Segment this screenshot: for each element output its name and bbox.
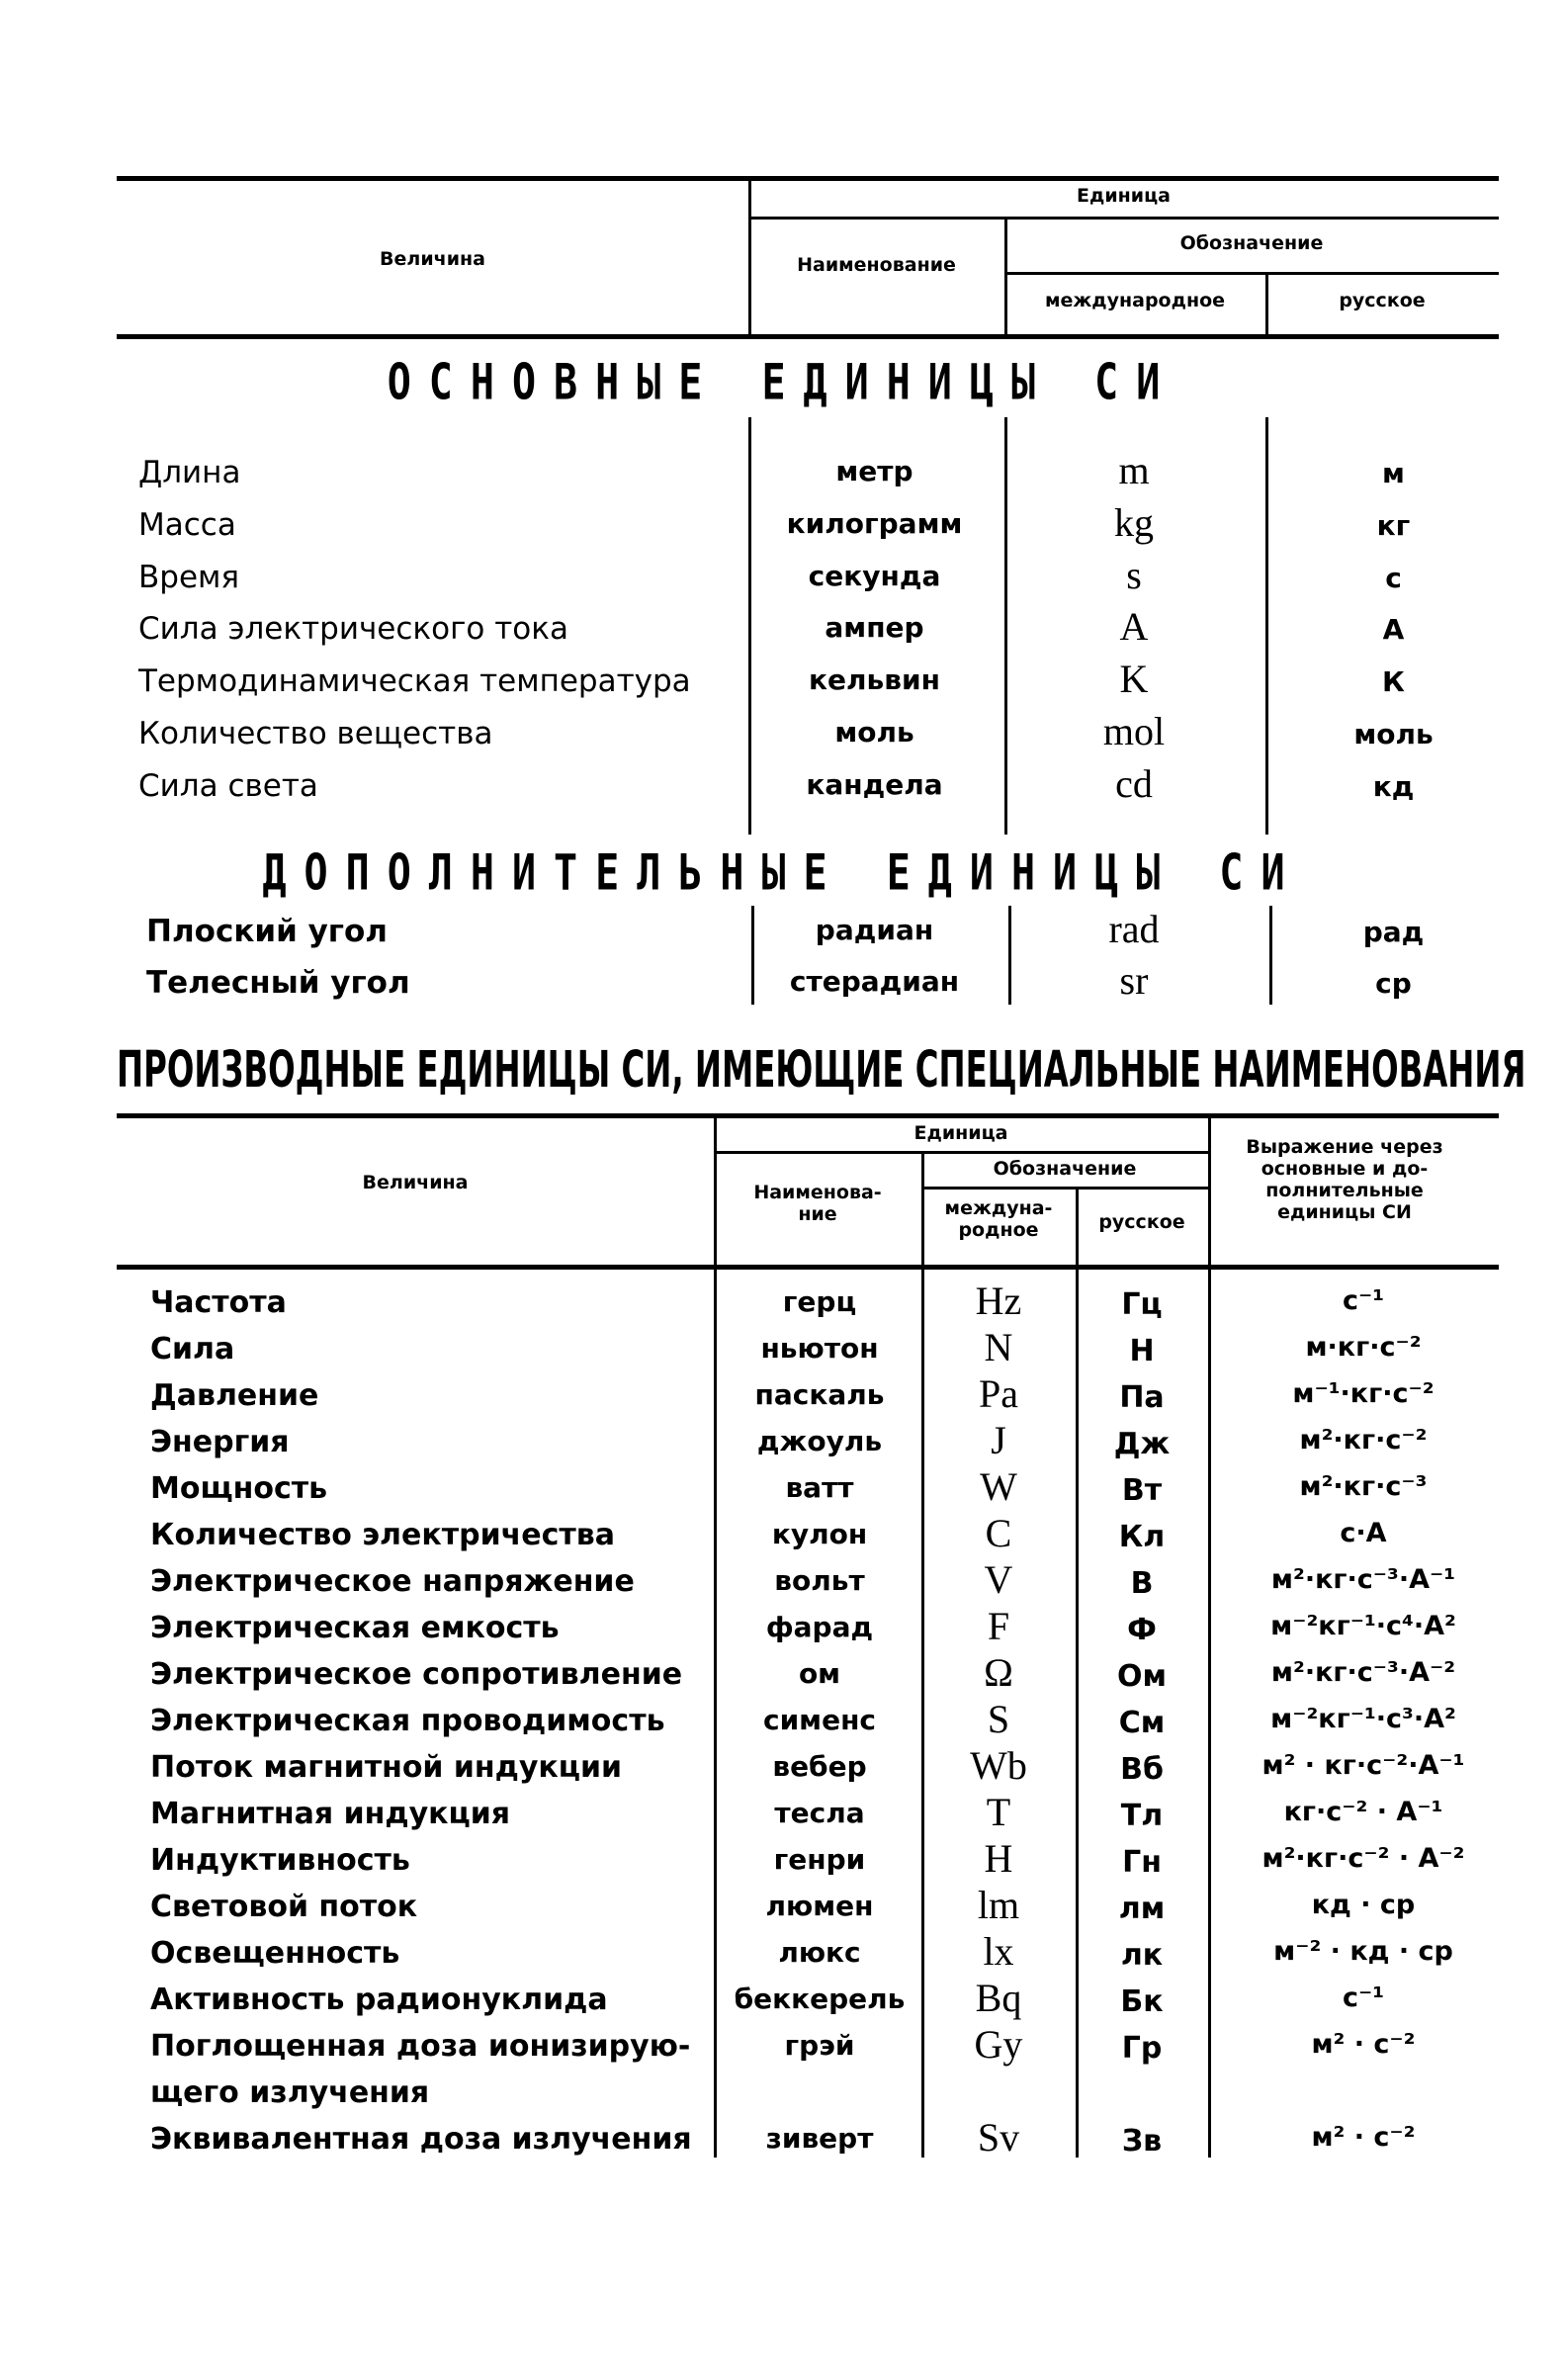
section-title-base-units: ОСНОВНЫЕ ЕДИНИЦЫ СИ xyxy=(387,354,1178,411)
table-row xyxy=(0,1976,1565,2028)
unit-name-cell: тесла xyxy=(774,1797,865,1829)
unit-name-cell: ампер xyxy=(825,611,924,644)
quantity-cell: Электрическое напряжение xyxy=(150,1564,635,1599)
quantity-cell: Энергия xyxy=(150,1425,290,1459)
quantity-cell: Длина xyxy=(138,455,241,490)
table-row xyxy=(0,2022,1565,2074)
russian-symbol-cell: Гр xyxy=(1121,2031,1163,2066)
table-row xyxy=(0,1650,1565,1703)
russian-symbol-cell: Гн xyxy=(1122,1845,1162,1880)
table-row xyxy=(0,1790,1565,1842)
expression-cell: м²·кг·с⁻³ xyxy=(1299,1471,1428,1502)
table1-header-russian: русское xyxy=(1339,290,1426,311)
russian-symbol-cell: Зв xyxy=(1121,2124,1163,2159)
unit-name-cell: кельвин xyxy=(809,663,940,696)
intl-symbol-cell: lx xyxy=(983,1929,1014,1974)
russian-symbol-cell: А xyxy=(1382,613,1405,646)
intl-symbol-cell: m xyxy=(1118,448,1150,492)
russian-symbol-cell: рад xyxy=(1362,916,1425,948)
unit-name-cell: фарад xyxy=(765,1611,874,1643)
quantity-cell: Сила электрического тока xyxy=(138,611,568,647)
expression-cell: с·А xyxy=(1340,1518,1387,1548)
russian-symbol-cell: В xyxy=(1130,1566,1154,1601)
table-row xyxy=(0,448,1565,500)
table3-header-bottom-rule xyxy=(117,1265,1499,1270)
expression-cell: м² · кг·с⁻²·А⁻¹ xyxy=(1261,1750,1465,1781)
russian-symbol-cell: моль xyxy=(1353,718,1434,750)
russian-symbol-cell: Вт xyxy=(1121,1473,1163,1508)
table-row xyxy=(0,604,1565,657)
table-row xyxy=(0,709,1565,761)
quantity-cell: Поглощенная доза ионизирую- xyxy=(150,2029,691,2064)
quantity-cell: Количество вещества xyxy=(138,716,493,751)
expression-cell: м⁻¹·кг·с⁻² xyxy=(1292,1378,1435,1409)
russian-symbol-cell: кд xyxy=(1372,770,1415,803)
quantity-cell: Телесный угол xyxy=(146,965,410,1001)
unit-name-cell: сименс xyxy=(762,1704,877,1736)
russian-symbol-cell: м xyxy=(1382,457,1405,489)
expression-cell: м⁻²кг⁻¹·с³·А² xyxy=(1270,1704,1456,1734)
quantity-cell: Термодинамическая температура xyxy=(138,663,691,699)
table3-top-rule xyxy=(117,1113,1499,1118)
unit-name-cell: джоуль xyxy=(756,1425,883,1457)
intl-symbol-cell: V xyxy=(984,1557,1013,1602)
unit-name-cell: моль xyxy=(834,716,914,749)
table3-header-name: Наименова- ние xyxy=(753,1182,882,1225)
russian-symbol-cell: Н xyxy=(1129,1334,1155,1368)
table-row xyxy=(0,1464,1565,1517)
section-title-derived-units: ПРОИЗВОДНЫЕ ЕДИНИЦЫ СИ, ИМЕЮЩИЕ СПЕЦИАЛЬНЫЕ НАИМЕНОВАНИЯ xyxy=(117,1041,1526,1100)
table-row xyxy=(0,958,1565,1011)
unit-name-cell: метр xyxy=(835,455,913,487)
expression-cell: м²·кг·с⁻³·А⁻¹ xyxy=(1270,1564,1456,1595)
table-row xyxy=(0,2115,1565,2167)
table1-header-rule xyxy=(1004,272,1499,275)
quantity-cell: Частота xyxy=(150,1285,287,1320)
quantity-cell: Давление xyxy=(150,1378,319,1413)
table-row xyxy=(0,1278,1565,1331)
expression-cell: м²·кг·с⁻² xyxy=(1299,1425,1428,1455)
table1-header-rule xyxy=(748,217,1499,220)
table1-header-name: Наименование xyxy=(797,254,956,276)
table-row xyxy=(0,2071,1565,2121)
expression-cell: м·кг·с⁻² xyxy=(1305,1332,1422,1363)
unit-name-cell: килограмм xyxy=(786,507,963,540)
russian-symbol-cell: См xyxy=(1118,1706,1166,1740)
quantity-cell: Эквивалентная доза излучения xyxy=(150,2122,692,2157)
expression-cell: с⁻¹ xyxy=(1342,1983,1385,2013)
quantity-cell: Время xyxy=(138,560,240,595)
quantity-cell: Сила света xyxy=(138,768,318,804)
russian-symbol-cell: Вб xyxy=(1120,1752,1164,1787)
expression-cell: кг·с⁻² · А⁻¹ xyxy=(1283,1797,1443,1827)
table1-header-unit: Единица xyxy=(1077,185,1171,207)
russian-symbol-cell: с xyxy=(1385,562,1402,594)
quantity-cell: Электрическая проводимость xyxy=(150,1704,665,1738)
intl-symbol-cell: mol xyxy=(1102,709,1166,753)
table3-header-rule xyxy=(714,1151,1208,1154)
table-row xyxy=(0,1883,1565,1935)
intl-symbol-cell: J xyxy=(991,1418,1006,1462)
table1-top-rule xyxy=(117,176,1499,181)
russian-symbol-cell: кг xyxy=(1376,509,1411,542)
table1-header-quantity: Величина xyxy=(380,248,485,270)
russian-symbol-cell: лк xyxy=(1120,1938,1164,1973)
table1-header-intl: международное xyxy=(1044,290,1226,311)
table-row xyxy=(0,1836,1565,1889)
unit-name-cell: кулон xyxy=(771,1518,868,1550)
table-row xyxy=(0,1511,1565,1563)
quantity-cell: Плоский угол xyxy=(146,914,389,949)
quantity-cell: Сила xyxy=(150,1332,235,1366)
unit-name-cell: герц xyxy=(782,1285,857,1318)
expression-cell: м⁻²кг⁻¹·с⁴·А² xyxy=(1270,1611,1456,1641)
expression-cell: м²·кг·с⁻² · А⁻² xyxy=(1261,1843,1465,1874)
unit-name-cell: люмен xyxy=(765,1890,874,1922)
table1-header-designation: Обозначение xyxy=(1179,232,1324,254)
unit-name-cell: зиверт xyxy=(765,2122,874,2155)
intl-symbol-cell: kg xyxy=(1114,500,1154,545)
unit-name-cell: паскаль xyxy=(754,1378,885,1411)
unit-name-cell: люкс xyxy=(778,1936,861,1969)
table3-header-quantity: Величина xyxy=(362,1172,469,1193)
intl-symbol-cell: lm xyxy=(977,1883,1020,1927)
quantity-cell: Активность радионуклида xyxy=(150,1983,608,2017)
table-row xyxy=(0,1697,1565,1749)
expression-cell: кд · ср xyxy=(1311,1890,1416,1920)
intl-symbol-cell: Pa xyxy=(979,1371,1018,1416)
unit-name-cell: радиан xyxy=(815,914,934,946)
intl-symbol-cell: A xyxy=(1119,604,1149,649)
intl-symbol-cell: cd xyxy=(1115,761,1153,806)
unit-name-cell: стерадиан xyxy=(789,965,960,998)
table-row xyxy=(0,1743,1565,1796)
table1-header-bottom-rule xyxy=(117,334,1499,339)
unit-name-cell: ом xyxy=(798,1657,841,1690)
table-row xyxy=(0,1418,1565,1470)
expression-cell: м² · с⁻² xyxy=(1311,2122,1416,2153)
intl-symbol-cell: Ω xyxy=(984,1650,1013,1695)
unit-name-cell: вольт xyxy=(774,1564,865,1597)
unit-name-cell: ньютон xyxy=(760,1332,879,1365)
table-row xyxy=(0,657,1565,709)
table-row xyxy=(0,500,1565,553)
russian-symbol-cell: Кл xyxy=(1118,1520,1166,1554)
unit-name-cell: генри xyxy=(773,1843,866,1876)
expression-cell: с⁻¹ xyxy=(1342,1285,1385,1316)
table-row xyxy=(0,1557,1565,1610)
russian-symbol-cell: Па xyxy=(1119,1380,1165,1415)
intl-symbol-cell: C xyxy=(985,1511,1012,1555)
quantity-cell: Электрическое сопротивление xyxy=(150,1657,683,1692)
quantity-cell: Освещенность xyxy=(150,1936,400,1971)
intl-symbol-cell: F xyxy=(987,1604,1010,1648)
russian-symbol-cell: Дж xyxy=(1113,1427,1171,1461)
unit-name-cell: вебер xyxy=(772,1750,867,1783)
table-row xyxy=(0,553,1565,605)
quantity-cell: Количество электричества xyxy=(150,1518,615,1552)
unit-name-cell: грэй xyxy=(784,2029,855,2062)
unit-name-cell: ватт xyxy=(785,1471,854,1504)
expression-cell: м² · с⁻² xyxy=(1311,2029,1416,2060)
quantity-cell: Поток магнитной индукции xyxy=(150,1750,623,1785)
intl-symbol-cell: S xyxy=(987,1697,1010,1741)
intl-symbol-cell: Sv xyxy=(977,2115,1020,2160)
intl-symbol-cell: Gy xyxy=(974,2022,1023,2067)
intl-symbol-cell: sr xyxy=(1119,958,1149,1003)
table-row xyxy=(0,761,1565,814)
russian-symbol-cell: Ом xyxy=(1116,1659,1168,1694)
russian-symbol-cell: Гц xyxy=(1121,1287,1163,1322)
table-row xyxy=(0,1325,1565,1377)
russian-symbol-cell: Бк xyxy=(1120,1984,1164,2019)
table-row xyxy=(0,907,1565,959)
table3-header-unit: Единица xyxy=(913,1122,1008,1144)
russian-symbol-cell: К xyxy=(1382,665,1405,698)
russian-symbol-cell: Тл xyxy=(1120,1799,1164,1833)
quantity-cell: Световой поток xyxy=(150,1890,418,1924)
table-row xyxy=(0,1929,1565,1982)
intl-symbol-cell: K xyxy=(1119,657,1149,701)
quantity-cell: Электрическая емкость xyxy=(150,1611,560,1645)
intl-symbol-cell: H xyxy=(984,1836,1013,1881)
quantity-cell: Мощность xyxy=(150,1471,328,1506)
table3-header-russian: русское xyxy=(1098,1211,1185,1233)
expression-cell: м⁻² · кд · ср xyxy=(1273,1936,1453,1967)
intl-symbol-cell: T xyxy=(986,1790,1011,1834)
expression-cell: м²·кг·с⁻³·А⁻² xyxy=(1270,1657,1456,1688)
intl-symbol-cell: Wb xyxy=(970,1743,1027,1788)
quantity-cell: Масса xyxy=(138,507,236,543)
table3-header-intl: междуна- родное xyxy=(944,1197,1053,1241)
table-row xyxy=(0,1371,1565,1424)
intl-symbol-cell: Bq xyxy=(975,1976,1022,2020)
intl-symbol-cell: Hz xyxy=(975,1278,1022,1323)
table-row xyxy=(0,1604,1565,1656)
unit-name-cell: беккерель xyxy=(734,1983,906,2015)
quantity-cell: щего излучения xyxy=(150,2075,430,2110)
quantity-cell: Магнитная индукция xyxy=(150,1797,510,1831)
intl-symbol-cell: s xyxy=(1126,553,1142,597)
intl-symbol-cell: W xyxy=(980,1464,1017,1509)
table3-header-expression: Выражение через основные и до-полнительные единицы СИ xyxy=(1246,1136,1443,1223)
section-title-supplementary-units: ДОПОЛНИТЕЛЬНЫЕ ЕДИНИЦЫ СИ xyxy=(262,844,1303,902)
russian-symbol-cell: ср xyxy=(1375,967,1412,1000)
unit-name-cell: секунда xyxy=(808,560,941,592)
table3-header-rule xyxy=(921,1187,1208,1190)
russian-symbol-cell: Ф xyxy=(1127,1613,1157,1647)
quantity-cell: Индуктивность xyxy=(150,1843,410,1878)
unit-name-cell: кандела xyxy=(806,768,943,801)
table3-header-designation: Обозначение xyxy=(993,1158,1137,1180)
intl-symbol-cell: rad xyxy=(1108,907,1160,951)
intl-symbol-cell: N xyxy=(984,1325,1013,1369)
russian-symbol-cell: лм xyxy=(1118,1892,1166,1926)
